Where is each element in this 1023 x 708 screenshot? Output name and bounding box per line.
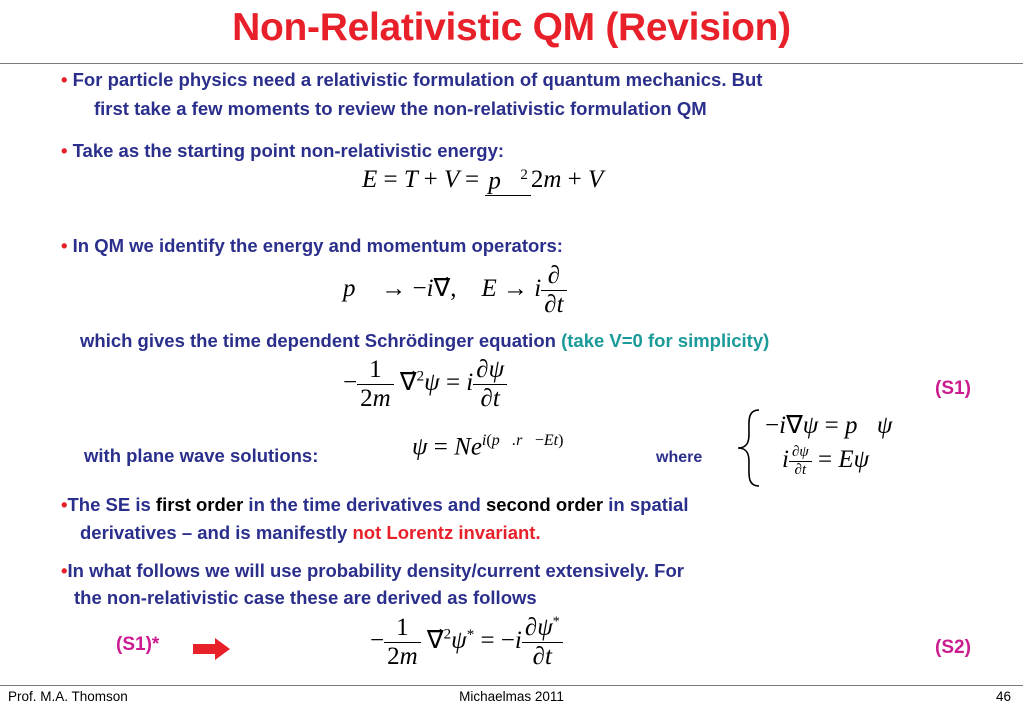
bullet-text: in spatial	[603, 494, 689, 515]
simplicity-note: (take V=0 for simplicity)	[561, 330, 770, 351]
schrodinger-label: which gives the time dependent Schrödinger equation	[80, 330, 556, 351]
bullet-text: in the time derivatives and	[243, 494, 486, 515]
plane-wave-label: with plane wave solutions:	[84, 445, 319, 466]
bullet-relativistic-line2: first take a few moments to review the non-relativistic formulation QM	[94, 98, 707, 119]
where-label: where	[656, 449, 703, 466]
plane-wave-solution: $\psi = Ne^{i(p⃗.r⃗-Et)}$	[412, 432, 564, 461]
bullet-text: derivatives – and is manifestly	[80, 522, 353, 543]
bullet-text: The SE is	[67, 494, 156, 515]
bullet-marker: •	[61, 235, 68, 256]
bullet-operators	[61, 233, 563, 258]
bullet-probability	[61, 558, 684, 583]
bullet-text: In what follows we will use probability density/current extensively. For	[67, 560, 684, 581]
footer-page-number: 46	[995, 689, 1011, 704]
bullet-marker: •	[61, 560, 68, 581]
bullet-marker: •	[61, 494, 68, 515]
schrodinger-text	[80, 328, 769, 353]
first-order-term: first order	[155, 494, 244, 515]
bullet-first-order	[61, 492, 688, 517]
bullet-marker: •	[61, 140, 68, 161]
bullet-first-order-line2	[80, 520, 541, 545]
footer-author: Prof. M.A. Thomson	[8, 689, 128, 704]
footer-rule	[0, 685, 1023, 686]
bullet-energy	[61, 138, 504, 163]
title-rule	[0, 63, 1023, 64]
bullet-text: For particle physics need a relativistic formulation of quantum mechanics. But	[72, 69, 763, 90]
bullet-marker: •	[61, 69, 68, 90]
bullet-probability-line2: the non-relativistic case these are derived as follows	[74, 587, 537, 608]
bullet-relativistic	[61, 67, 762, 92]
bullet-text: In QM we identify the energy and momentum operators:	[72, 235, 563, 256]
second-order-term: second order	[485, 494, 604, 515]
bullet-text: Take as the starting point non-relativistic energy:	[72, 140, 505, 161]
right-arrow-icon	[193, 637, 231, 666]
brace-icon	[735, 408, 763, 493]
momentum-eigen-equation: −i∇ψ = p⃗ψ	[765, 412, 893, 439]
schrodinger-equation: − $\frac{1}{2m}$ ∇⃗$^2$ψ = i $\frac{\partial\psi}{\partial t}$	[343, 356, 507, 413]
equation-label-s1-conjugate: (S1)*	[116, 634, 160, 655]
operator-equation: p⃗ → −i∇⃗, E → i $\frac{\partial}{\partial t}$	[343, 262, 567, 319]
footer-term: Michaelmas 2011	[459, 689, 564, 704]
energy-equation: E = T + V = p⃗$^2$ 2m + V	[362, 166, 604, 194]
not-lorentz-invariant: not Lorentz invariant.	[352, 522, 541, 543]
equation-label-s1: (S1)	[935, 378, 971, 399]
equation-label-s2: (S2)	[935, 637, 971, 658]
conjugate-schrodinger-equation: − $\frac{1}{2m}$ ∇⃗$^2$ψ* = −i $\frac{\partial\psi^*}{\partial t}$	[370, 614, 563, 671]
energy-eigen-equation: i $\frac{\partial\psi}{\partial t}$ = Eψ	[782, 444, 870, 478]
page-title: Non-Relativistic QM (Revision)	[232, 6, 791, 49]
